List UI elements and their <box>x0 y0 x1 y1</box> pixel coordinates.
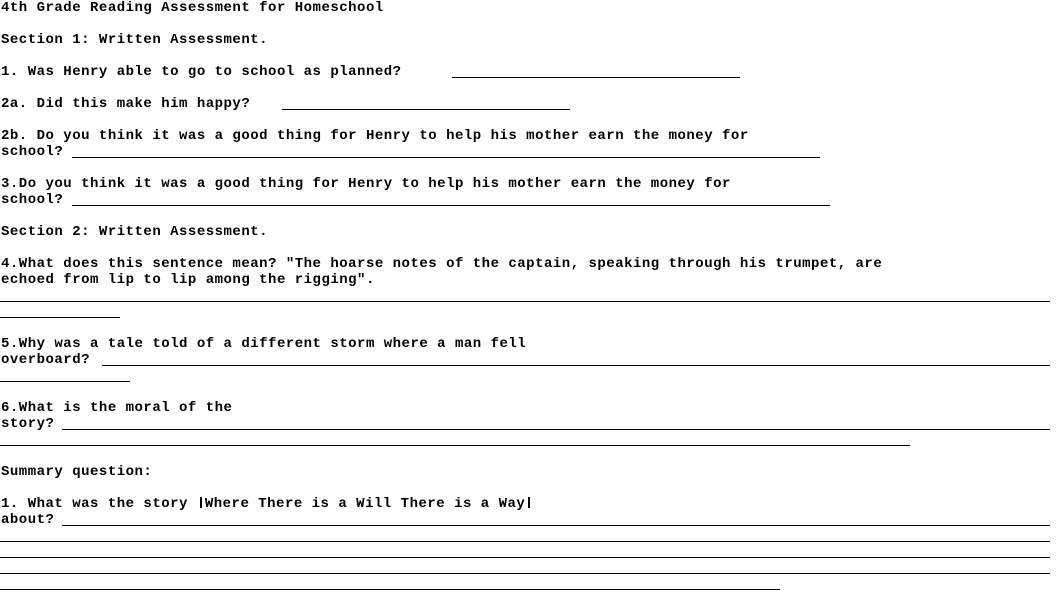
question-6-line2: story? <box>1 416 55 432</box>
summary-question-line2: about? <box>1 512 55 528</box>
answer-line-q5-b[interactable] <box>0 381 130 382</box>
page-title: 4th Grade Reading Assessment for Homeschool <box>1 0 384 16</box>
answer-line-q4-a[interactable] <box>0 301 1050 302</box>
answer-line-q6-b[interactable] <box>0 445 910 446</box>
quote-mark-open <box>200 497 202 508</box>
question-2b-line2: school? <box>1 144 64 160</box>
question-2b-line1: 2b. Do you think it was a good thing for Henry to help his mother earn the money for <box>1 128 749 144</box>
answer-line-q3[interactable] <box>72 205 830 206</box>
answer-line-q6-a[interactable] <box>62 429 1050 430</box>
answer-line-q2a[interactable] <box>282 109 570 110</box>
story-title: Where There is a Will There is a Way <box>204 496 526 512</box>
answer-line-q5-a[interactable] <box>102 365 1050 366</box>
answer-line-q2b[interactable] <box>72 157 820 158</box>
question-3-line1: 3.Do you think it was a good thing for Henry to help his mother earn the money for <box>1 176 731 192</box>
answer-line-summary-4[interactable] <box>0 573 1050 574</box>
answer-line-summary-1[interactable] <box>62 525 1050 526</box>
summary-question-prefix: 1. What was the story <box>1 496 197 512</box>
quote-mark-close <box>528 497 530 508</box>
section-1-heading: Section 1: Written Assessment. <box>1 32 269 48</box>
summary-heading: Summary question: <box>1 464 153 480</box>
question-4-line1: 4.What does this sentence mean? "The hoarse notes of the captain, speaking through his trumpet, are <box>1 256 883 272</box>
question-1-label: 1. Was Henry able to go to school as planned? <box>1 64 402 80</box>
answer-line-summary-3[interactable] <box>0 557 1050 558</box>
question-4-line2: echoed from lip to lip among the rigging". <box>1 272 375 288</box>
question-5-line1: 5.Why was a tale told of a different storm where a man fell <box>1 336 527 352</box>
summary-question-line1 <box>1 496 533 512</box>
answer-line-summary-5[interactable] <box>0 589 780 590</box>
question-6-line1: 6.What is the moral of the <box>1 400 233 416</box>
question-3-line2: school? <box>1 192 64 208</box>
section-2-heading: Section 2: Written Assessment. <box>1 224 269 240</box>
question-5-line2: overboard? <box>1 352 91 368</box>
answer-line-q1[interactable] <box>452 77 740 78</box>
question-2a-label: 2a. Did this make him happy? <box>1 96 251 112</box>
answer-line-q4-b[interactable] <box>0 317 120 318</box>
answer-line-summary-2[interactable] <box>0 541 1050 542</box>
